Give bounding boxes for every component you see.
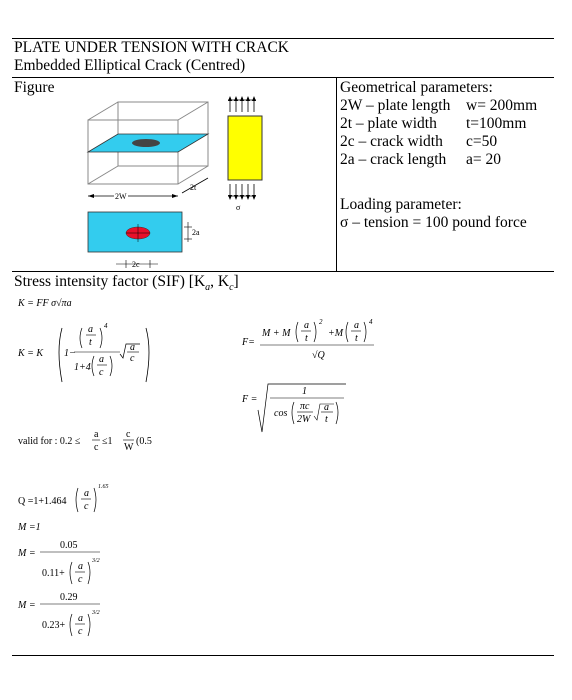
subtitle-rule xyxy=(12,77,554,78)
formula-m3-num: 0.29 xyxy=(60,592,78,603)
loading-heading: Loading parameter: xyxy=(340,196,462,213)
geometry-row xyxy=(340,151,501,169)
geometry-row-value: a= 20 xyxy=(466,151,501,168)
label-2c: 2c xyxy=(132,260,140,269)
svg-text:c: c xyxy=(78,574,83,585)
svg-text:a: a xyxy=(130,342,135,353)
formula-ka: K = FF σ√πa xyxy=(18,298,72,309)
formula-fw-num: 1 xyxy=(302,386,307,397)
loading-text: σ – tension = 100 pound force xyxy=(340,214,527,231)
svg-text:a: a xyxy=(88,324,93,335)
svg-text:+M: +M xyxy=(328,328,344,339)
svg-text:2W: 2W xyxy=(297,414,311,425)
figure-label: Figure xyxy=(14,79,55,96)
svg-text:t: t xyxy=(305,333,308,344)
geometry-list xyxy=(340,97,538,169)
svg-text:4: 4 xyxy=(369,318,373,326)
embedded-crack xyxy=(132,139,160,147)
formula-m1: M =1 xyxy=(18,522,41,533)
page-subtitle: Embedded Elliptical Crack (Centred) xyxy=(14,57,246,74)
svg-text:c: c xyxy=(130,353,135,364)
svg-text:a: a xyxy=(78,613,83,624)
formula-f-lhs: F= xyxy=(242,337,255,348)
svg-text:c: c xyxy=(84,501,89,512)
geometry-row-name: 2a – crack length xyxy=(340,151,447,168)
geometry-heading: Geometrical parameters: xyxy=(340,79,493,96)
svg-text:c: c xyxy=(126,429,131,440)
svg-text:4: 4 xyxy=(104,322,108,330)
formula-valid: valid for : 0.2 ≤ xyxy=(18,436,81,447)
svg-text:1.65: 1.65 xyxy=(98,484,109,490)
formula-q: Q =1+1.464 xyxy=(18,496,67,507)
bottom-tension-arrows xyxy=(228,184,256,196)
svg-text:a: a xyxy=(99,354,104,365)
formula-m3-den: 0.23+ xyxy=(42,620,66,631)
formula-m3-lhs: M = xyxy=(18,600,36,611)
svg-text:a: a xyxy=(354,320,359,331)
formula-m2-den: 0.11+ xyxy=(42,568,65,579)
formula-sheet xyxy=(0,290,572,660)
svg-text:3/2: 3/2 xyxy=(92,558,100,564)
geometry-row xyxy=(340,133,498,151)
svg-text:3/2: 3/2 xyxy=(92,610,100,616)
svg-text:t: t xyxy=(89,337,92,348)
label-2a: 2a xyxy=(192,228,200,237)
geometry-row-name: 2t – plate width xyxy=(340,115,437,132)
svg-text:a: a xyxy=(304,320,309,331)
formula-fw-lhs: F = xyxy=(242,394,258,405)
svg-text:c: c xyxy=(99,367,104,378)
bottom-rule xyxy=(12,655,554,656)
formula-f-num: M + M xyxy=(262,328,291,339)
geometry-row-name: 2c – crack width xyxy=(340,133,443,150)
geometry-row-name: 2W – plate length xyxy=(340,97,451,114)
geometry-row xyxy=(340,115,527,133)
sigma-label: σ xyxy=(236,203,241,212)
label-2w: 2W xyxy=(115,192,127,201)
side-view-plate xyxy=(228,116,262,180)
label-2t: 2t xyxy=(190,183,197,192)
svg-text:a: a xyxy=(324,402,329,413)
formula-m2-lhs: M = xyxy=(18,548,36,559)
svg-text:πc: πc xyxy=(300,401,310,412)
formula-kc-denom: 1+4 xyxy=(74,362,91,373)
svg-text:2: 2 xyxy=(319,318,323,326)
svg-text:c: c xyxy=(78,626,83,637)
svg-text:t: t xyxy=(325,414,328,425)
geometry-row-value: t=100mm xyxy=(466,115,527,132)
geometry-row-value: c=50 xyxy=(466,133,498,150)
svg-text:a: a xyxy=(78,561,83,572)
svg-text:≤1: ≤1 xyxy=(102,436,113,447)
plate-figure xyxy=(70,92,290,272)
column-divider xyxy=(336,77,337,271)
svg-text:W: W xyxy=(124,442,134,453)
formula-fw-cos: cos xyxy=(274,408,288,419)
sif-heading: Stress intensity factor (SIF) [$K_a$, $K_c$] xyxy=(14,273,239,294)
svg-text:a: a xyxy=(94,429,99,440)
formula-m2-num: 0.05 xyxy=(60,540,78,551)
top-tension-arrows xyxy=(228,100,256,112)
formula-kc-one-minus: 1− xyxy=(64,348,76,359)
formula-kc-lhs: K = K xyxy=(18,348,44,359)
svg-text:(0.5: (0.5 xyxy=(136,436,152,447)
svg-text:c: c xyxy=(94,442,99,453)
geometry-row xyxy=(340,97,538,115)
geometry-row-value: w= 200mm xyxy=(466,97,538,114)
page-title: PLATE UNDER TENSION WITH CRACK xyxy=(14,39,289,56)
svg-text:a: a xyxy=(84,488,89,499)
formula-f-den: √Q xyxy=(312,350,325,361)
svg-text:t: t xyxy=(355,333,358,344)
